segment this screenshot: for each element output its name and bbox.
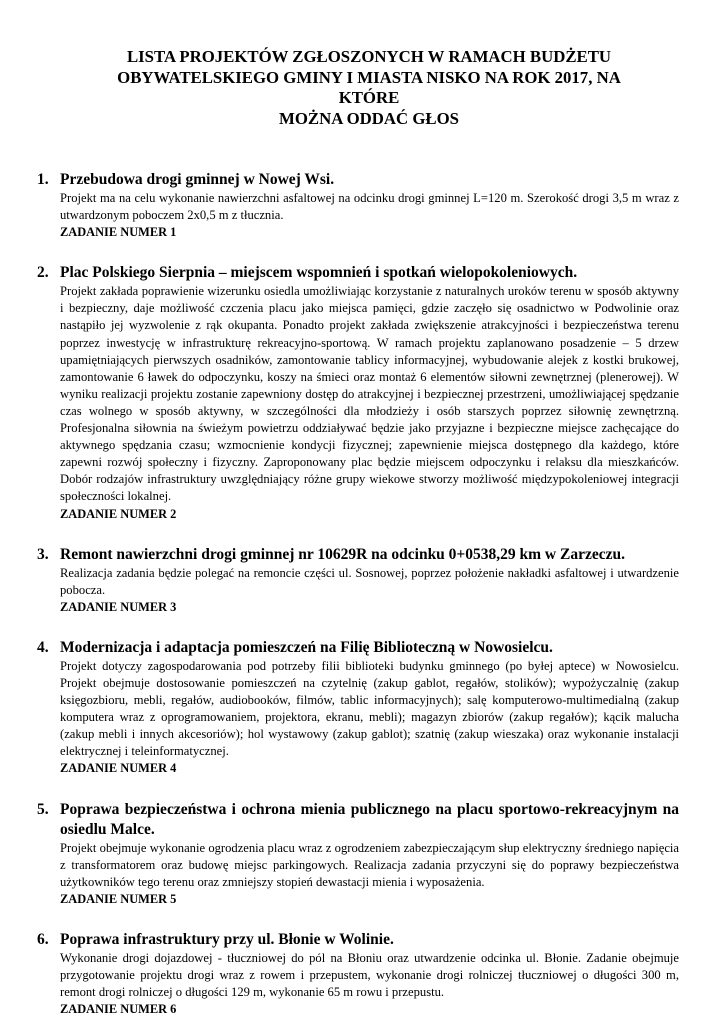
title-line-2: OBYWATELSKIEGO GMINY I MIASTA NISKO NA ROK 2017, NA KTÓRE: [117, 67, 621, 107]
project-title: Plac Polskiego Sierpnia – miejscem wspomnień i spotkań wielopokoleniowych.: [60, 264, 578, 282]
project-number: 2.: [37, 264, 49, 282]
project-description: Projekt dotyczy zagospodarowania pod potrzeby filii biblioteki budynku gminnego (po byłej aptece) w Nowosielcu. Projekt obejmuje dostosowanie pomieszczeń na czytelnię (zakup gablot, regałów, stolików); wypożyczalnię (zakup księgozbioru, mebli, regałów, audiobooków, filmów, tablic informacyjnych); salę komputerowo-multimedialną (zakup komputera wraz z oprogramowaniem, projektora, ekranu, mebli); magazyn zbiorów (zakup regałów); kącik malucha (zakup mebli i innych akcesoriów); hol wystawowy (zakup gablot); szatnię (zakup wieszaka) oraz wykonanie instalacji elektrycznej i teleinformatycznej.: [60, 658, 679, 759]
project-description: Projekt ma na celu wykonanie nawierzchni asfaltowej na odcinku drogi gminnej L=120 m. Szerokość drogi 3,5 m wraz z utwardzonym poboczem 2x0,5 m z tłucznia.: [60, 191, 679, 223]
project-number: 5.: [37, 800, 49, 818]
project-task-label: ZADANIE NUMER 5: [60, 891, 177, 906]
project-item: [37, 800, 679, 908]
project-description: Projekt obejmuje wykonanie ogrodzenia placu wraz z ogrodzeniem zabezpieczającym słup elektryczny średniego napięcia z transformatorem oraz budowę miejsc parkingowych. Realizacja zadania przyczyni się do poprawy bezpieczeństwa użytkowników tego terenu oraz zmniejszy stopień dewastacji mienia i wyposażenia.: [60, 840, 679, 889]
project-title: Poprawa infrastruktury przy ul. Błonie w Wolinie.: [60, 930, 394, 948]
project-task-label: ZADANIE NUMER 4: [60, 761, 177, 776]
project-title: Modernizacja i adaptacja pomieszczeń na Filię Biblioteczną w Nowosielcu.: [60, 638, 553, 656]
title-line-1: LISTA PROJEKTÓW ZGŁOSZONYCH W RAMACH BUDŻETU: [126, 47, 612, 66]
project-number: 3.: [37, 545, 49, 563]
project-title: Przebudowa drogi gminnej w Nowej Wsi.: [60, 171, 335, 188]
project-list: [37, 170, 679, 1018]
project-description: Wykonanie drogi dojazdowej - tłuczniowej do pól na Błoniu oraz utwardzenie odcinka ul. Błonie. Zadanie obejmuje przygotowanie projektu drogi wraz z rowem i przepustem, wykonanie drogi rolniczej tłuczniowej o długości 300 m, remont drogi rolniczej o długości 129 m, wykonanie 65 m rowu i przepustu.: [60, 950, 679, 1000]
project-title: Poprawa bezpieczeństwa i ochrona mienia publicznego na placu sportowo-rekreacyjnym na osiedlu Malce.: [60, 800, 679, 838]
project-item: [37, 930, 679, 1018]
project-task-label: ZADANIE NUMER 1: [60, 225, 177, 240]
project-item: [37, 545, 679, 616]
project-task-label: ZADANIE NUMER 6: [60, 1002, 177, 1017]
project-description: Projekt zakłada poprawienie wizerunku osiedla umożliwiając korzystanie z naturalnych uroków terenu w sposób aktywny i bezpieczny, daje możliwość czczenia placu jako miejsca pamięci, gdzie zaczęło się osadnictwo w Podwolinie oraz nastąpiło jej wyzwolenie z rąk okupanta. Ponadto projekt zakłada zwiększenie atrakcyjności i bezpieczeństwa terenu poprzez inwestycję w infrastrukturę rekreacyjno-sportową. W ramach projektu zaplanowano posadzenie – 5 drzew upamiętniających pierwszych osadników, zamontowanie tablicy informacyjnej, wybudowanie alejek z kostki brukowej, zamontowanie 6 ławek do odpoczynku, koszy na śmieci oraz montaż 6 elementów siłowni zewnętrznej (plenerowej). W wyniku realizacji projektu zostanie zapewniony dostęp do atrakcyjnej i bezpiecznej przestrzeni, umożliwiającej spędzanie czas wolnego w sposób aktywny, w szczególności dla młodzieży i osób starszych poprzez siłownię zewnętrzną. Profesjonalna siłownia na świeżym powietrzu oddziaływać będzie jako przyjazne i bezpieczne miejsce zachęcające do aktywnego spędzania czasu; wzmocnienie kondycji fizycznej; zapewnienie miejsca dostępnego dla każdego, które zapewni rozwój społeczny i fizyczny. Zaproponowany plac będzie miejscem odpoczynku i relaksu dla mieszkańców. Dobór rodzajów infrastruktury uwzględniający różne grupy wiekowe stworzy możliwość międzypokoleniowej integracji społeczności lokalnej.: [60, 284, 679, 504]
document-title: [59, 47, 679, 129]
project-number: 1.: [37, 171, 49, 188]
project-description: Realizacja zadania będzie polegać na remoncie części ul. Sosnowej, poprzez położenie nakładki asfaltowej i utwardzenie pobocza.: [60, 565, 679, 597]
project-task-label: ZADANIE NUMER 2: [60, 506, 177, 521]
project-item: [37, 170, 679, 241]
project-title: Remont nawierzchni drogi gminnej nr 10629R na odcinku 0+0538,29 km w Zarzeczu.: [60, 545, 625, 563]
project-number: 6.: [37, 930, 49, 948]
project-item: [37, 638, 679, 778]
project-task-label: ZADANIE NUMER 3: [60, 599, 177, 614]
title-line-3: MOŻNA ODDAĆ GŁOS: [279, 108, 459, 128]
project-number: 4.: [37, 638, 49, 656]
project-item: [37, 263, 679, 522]
